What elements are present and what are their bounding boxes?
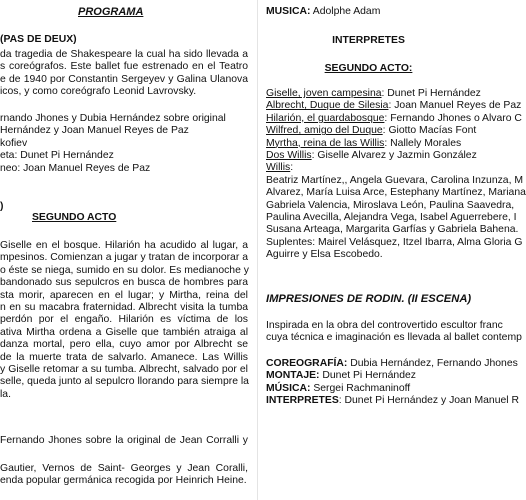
cast-row	[266, 112, 522, 125]
cast-row	[266, 88, 500, 100]
segundo-acto-subheading: SEGUNDO ACTO:	[324, 63, 413, 74]
musica-value: Adolphe Adam	[310, 6, 381, 17]
role-name: Hilarión, el guardabosque	[266, 112, 385, 124]
text-line: s coreógrafos. Este ballet fue estrenado en el Teatro	[0, 61, 248, 73]
musica-line	[266, 6, 500, 18]
text-line: y Giselle retomar a su tumba. Albrecht, salvado por el	[0, 364, 248, 376]
interpretes-heading: INTERPRETES	[332, 35, 405, 46]
intro-paragraph	[0, 49, 248, 99]
role-name: Albrecht, Duque de Silesia	[266, 100, 389, 112]
footer-line-a	[0, 435, 248, 447]
synopsis-paragraph	[0, 240, 248, 401]
cast-row	[266, 150, 500, 162]
cast-name: Nallely Morales	[390, 137, 462, 149]
text-line: eta: Dunet Pi Hernández	[0, 150, 114, 162]
credit-value: Dunet Pi Hernández	[319, 370, 416, 382]
cast-name: Joan Manuel Reyes de Paz	[394, 100, 522, 112]
willis-line: Beatriz Martínez,, Angela Guevara, Carolina Inzunza, M	[266, 174, 524, 186]
text-line: cuya técnica e imaginación es llevada al ballet contemp	[266, 332, 522, 344]
role-name: Myrtha, reina de las Willis	[266, 137, 385, 149]
programa-heading: PROGRAMA	[78, 6, 144, 18]
text-line: de la muerte trata de salvarlo. Amanece. Las Willis	[0, 351, 248, 363]
cast-list	[266, 88, 526, 262]
text-line: ativa Mirtha ordena a Giselle que también atraiga al	[0, 326, 248, 338]
text-line: la.	[0, 388, 11, 400]
cast-row	[266, 100, 522, 112]
credits-block	[0, 113, 248, 175]
text-line: da tragedia de Shakespeare la cual ha sido llevada a	[0, 49, 248, 60]
text-line: mpesinos. Comienzan a jugar y tratan de incorporar a	[0, 252, 248, 264]
credit-value: : Dunet Pi Hernández y Joan Manuel R	[338, 395, 519, 407]
credit-label: MONTAJE:	[266, 370, 320, 382]
text-line: sta morir, aparecen en el lugar; y Mirtha, reina del	[0, 289, 248, 301]
text-line: o éste se niega, sumido en su dolor. Es medianoche y	[0, 264, 249, 276]
text-line: Inspirada en la obra del controvertido escultor franc	[266, 320, 503, 331]
cast-name: Giotto Macías Font	[388, 125, 477, 137]
footer-block-b	[0, 463, 248, 488]
credit-row	[266, 395, 519, 407]
willis-line: Suplentes: Mairel Velásquez, Itzel Ibarra, Alma Gloria G	[266, 236, 523, 248]
role-name: Wilfred, amigo del Duque	[266, 125, 383, 137]
text-line: n en su macabra fraternidad. Albrecht visita la tumba	[0, 302, 248, 314]
impresiones-title: IMPRESIONES DE RODIN. (II ESCENA)	[266, 293, 472, 305]
willis-line: Gabriela Valencia, Miroslava León, Paulina Saavedra,	[266, 199, 515, 211]
separator: :	[382, 125, 389, 137]
separator: :	[311, 150, 318, 162]
willis-line: Alvarez, María Luisa Arce, Estephany Martínez, Mariana	[266, 187, 526, 199]
credit-value: Sergei Rachmaninoff	[310, 382, 411, 394]
role-name: Giselle, joven campesina	[266, 88, 382, 99]
role-name: Willis	[266, 162, 291, 174]
willis-line: Aguirre y Elsa Escobedo.	[266, 249, 383, 261]
musica-label: MUSICA:	[266, 6, 311, 17]
cast-row	[266, 162, 500, 174]
segundo-acto-heading: SEGUNDO ACTO	[32, 212, 117, 223]
separator: :	[388, 100, 395, 112]
cast-row	[266, 125, 500, 137]
impresiones-description	[266, 320, 522, 345]
text-line: rnando Jhones y Dubia Hernández sobre original	[0, 113, 226, 124]
paren-fragment: )	[0, 201, 4, 212]
credit-label: MÚSICA:	[266, 382, 311, 394]
cast-name: Giselle Alvarez y Jazmin González	[317, 150, 477, 162]
text-line: danza mortal, pero ella, cuyo amor por Albrecht se	[0, 339, 248, 351]
credit-row	[266, 383, 500, 395]
credit-label: INTERPRETES	[266, 395, 339, 407]
text-line: Gautier, Vernos de Saint- Georges y Jean Coralli,	[0, 463, 248, 474]
text-line: bandonado sus sepulcros en busca de hombres para	[0, 277, 248, 289]
separator: :	[384, 112, 391, 124]
text-line: selle, queda junto al sepulcro llorando para siempre la	[0, 376, 249, 388]
willis-line: Susana Arteaga, Margarita Garfías y Gabriela Bahena.	[266, 224, 519, 236]
pas-de-deux-label: (PAS DE DEUX)	[0, 34, 77, 45]
text-line: icos, y como coreógrafo Leonid Lavrovsky.	[0, 86, 197, 98]
credit-value: Dubia Hernández, Fernando Jhones	[347, 358, 518, 369]
text-line: neo: Joan Manuel Reyes de Paz	[0, 162, 151, 174]
text-line: perdón por el engaño. Hilarión es víctima de los	[0, 314, 248, 326]
impresiones-credits	[266, 358, 519, 408]
cast-name: Fernando Jhones o Alvaro C	[390, 112, 522, 124]
credit-label: COREOGRAFÍA:	[266, 358, 348, 369]
cast-name: Dunet Pi Hernández	[387, 88, 481, 99]
separator: :	[381, 88, 388, 99]
text-line: Giselle en el bosque. Hilarión ha acudido al lugar, a	[0, 240, 248, 251]
text-line: enda popular germánica recogida por Heinrich Heine.	[0, 475, 247, 487]
willis-line: Paulina Avecilla, Alejandra Vega, Isabel Aguerrebere, I	[266, 212, 517, 224]
text-line: kofiev	[0, 137, 28, 149]
text-line: e de 1940 por Constantin Sergeyev y Galina Ulanova	[0, 73, 248, 85]
credit-row	[266, 358, 518, 370]
page-fold	[257, 0, 258, 500]
separator: :	[384, 137, 391, 149]
text-line: Fernando Jhones sobre la original de Jean Corralli y	[0, 435, 248, 446]
cast-row	[266, 138, 500, 150]
text-line: Hernández y Joan Manuel Reyes de Paz	[0, 125, 189, 137]
credit-row	[266, 370, 500, 382]
separator: :	[290, 162, 294, 174]
role-name: Dos Willis	[266, 150, 312, 162]
